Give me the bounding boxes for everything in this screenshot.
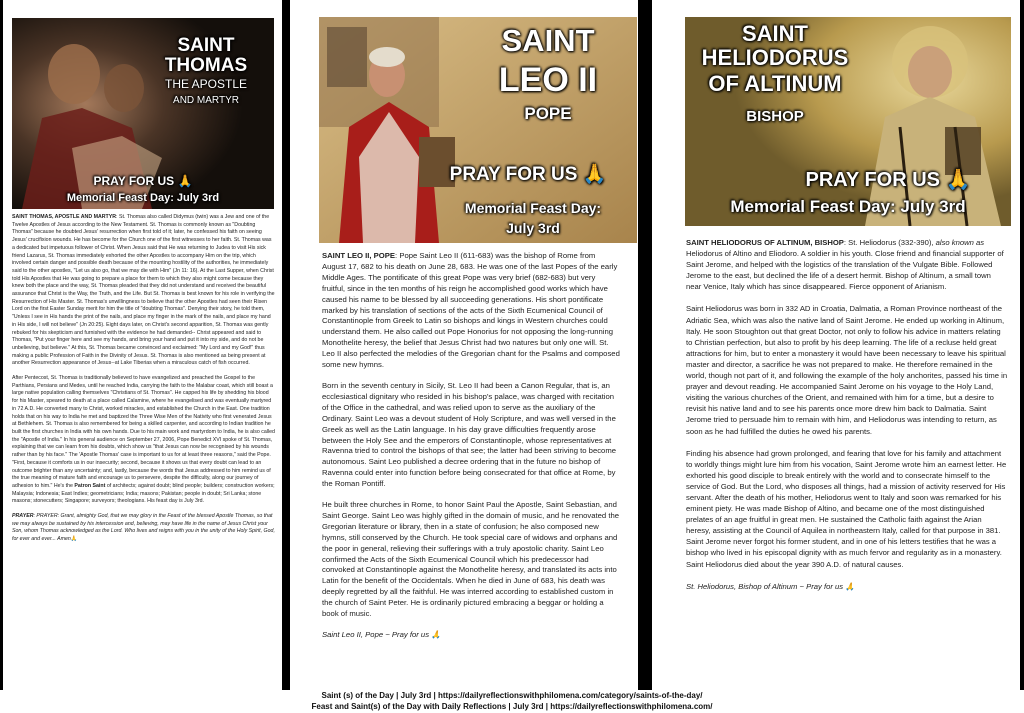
thomas-paragraph-1: SAINT THOMAS, APOSTLE AND MARTYR: St. Thomas also called Didymus (twin) was a Jew and one of the Twelve Apostles of Jesus according to the New Testament. St. Thomas is commonly known as "Doubting Thomas" because he doubted Jesus' resurrection when first told of it; later, he confessed his faith on seeing Jesus' crucifixion wounds. He has become for the Church one of the first witnesses to her faith. St. Thomas was a dedicated but impetuous follower of Christ. When Jesus said that He was returning to Judea to visit His sick friend Lazarus, St. Thomas immediately exhorted the other Apostles to accompany Him on the trip, which involved certain danger and possible death because of the mounting hostility of the authorities, he immediately said to the other apostles, "Let us also go, that we may die with Him" (Jn 11: 16). At the Last Supper, when Christ told His Apostles that He was going to prepare a place for them to which they also might come because they knew both the place and the way, St. Thomas pleaded that they did not understand and received the beautiful assurance that Christ is the Way, the Truth, and the Life. But St. Thomas is best known for his role in verifying the Resurrection of His Master. St. Thomas's unwillingness to believe that the other Apostles had seen their Risen Lord on the first Easter Sunday merit for him the title of "doubting Thomas". Denying their story, he told them, "Unless I see in His hands the print of the nails, and place my finger in the mark of the nails, and place my hand in His side, I will not believe" (Jn 20:25). Eight days later, on Christ's second apparition, St. Thomas was gently rebuked for his skepticism and furnished with the evidence he had demanded-- Christ appeared and said to Thomas, "Put your finger here and see my hands, and bring your hand and put it into my side, and do not be unbelieving, but believe." At this, St. Thomas became convinced and exclaimed: "My Lord and my God!" thus making a public Profession of Faith in the Divinity of Jesus. St. Thomas is also mentioned as being present at another Resurrection appearance of Jesus--at Lake Tiberias when a miraculous catch of fish occurred. (12, 214, 275, 367)
leo-panel (290, 0, 638, 690)
thomas-title-martyr: AND MARTYR (173, 95, 239, 106)
heliodorus-body (686, 237, 1008, 603)
thomas-body (12, 214, 275, 551)
leo-title-name: LEO II (498, 61, 598, 99)
leo-title-saint: SAINT (501, 23, 595, 58)
leo-paragraph-3: He built three churches in Rome, to honor Saint Paul the Apostle, Saint Sebastian, and Saint George. Saint Leo was highly gifted in the domain of music, and he renovated the Gregorian literature or library, then in a state of confusion; he also composed new hymns, still conserved by the Church. He took special care of widows and orphans and the poor in general, relieving their sufferings with a truly apostolic charity. Saint Leo confirmed the Acts of the Sixth Ecumenical Council which his predecessor had convoked at Constantinople against the Monothelite heresy, and translated its acts into Latin for the benefit of the Occidentals. When he died in June of 683, his death was deeply regretted by all the faithful. He was interred according to established custom in the church of Saint Peter. He is ordinarily pictured embracing a beggar or holding a book of music. (322, 500, 620, 619)
praying-hands-icon: 🙏 (431, 630, 441, 639)
heliodorus-paragraph-3: Finding his absence had grown prolonged, and fearing that love for his family and attachment to worldly things might lure him from his vocation, Saint Jerome wrote him an earnest letter. He exhorted his good disciple to break entirely with the world and to consecrate himself to the service of God. But the Lord, who disposes all things, had a mission of activity reserved for His servant. After the death of his mother, Heliodorus went to Italy and soon was remarked for his eminent piety. He was made Bishop of Altino, and became one of the most distinguished prelates of an age fruitful in great men. He sustained the Catholic faith against the Arian heresy, assisting at the Council of Aquilea in northeastern Italy, called for that purpose in 381. Saint Jerome never forgot his former student, and in one of his letters testifies that he was a bishop who lived in his episcopal dignity with as much fervor and regularity as in a monastery. Saint Heliodorus died about the year 390 A.D. of natural causes. (686, 448, 1007, 569)
thomas-prayer: PRAYER: PRAYER: Grant, almighty God, that we may glory in the Feast of the blessed Apostle Thomas, so that we may always be sustained by his intercession and, believing, may have life in the name of Jesus Christ your Son, whom Thomas acknowledged as the Lord. Who lives and reigns with you in the unity of the Holy Spirit, God, for ever and ever... Amen🙏 (12, 513, 275, 543)
heliodorus-hero-image (685, 17, 1011, 226)
heliodorus-pray-for-us: PRAY FOR US 🙏 (805, 169, 971, 191)
heliodorus-feast-day: Memorial Feast Day: July 3rd (730, 197, 966, 216)
thomas-title-apostle: THE APOSTLE (164, 77, 248, 91)
heliodorus-title-saint: SAINT (742, 21, 808, 46)
thomas-feast-day: Memorial Feast Day: July 3rd (66, 192, 220, 204)
leo-title-pope: POPE (524, 104, 572, 123)
praying-hands-icon: 🙏 (70, 536, 78, 543)
heliodorus-title-bishop: BISHOP (746, 108, 804, 125)
leo-pray-for-us: PRAY FOR US 🙏 (449, 164, 607, 185)
praying-hands-icon: 🙏 (582, 164, 607, 185)
thomas-title-saint: SAINT (177, 35, 235, 56)
thomas-paragraph-2: After Pentecost, St. Thomas is traditionally believed to have evangelized and preached the Gospel to the Parthians, Persians and Medes, until he reached India, carrying the faith to the Malabar coast, which still boast a large native population calling themselves "Christians of St. Thomas". He capped his life by shedding his blood for his Master, speared to death at a place called Calamine, where he evangelised and was eventually martyred in 72 A.D. He converted many to Christ, worked miracles, and established the Church in the East. One tradition holds that on his way to India he met and baptized the Three Wise Men of the Nativity who first venerated Jesus at Bethlehem. St. Thomas is also remembered for being a skilled carpenter, and according to Indian tradition he built the first churches in India with his own hands. Due to his main work and martyrdom to India, he is also called the "Apostle of India." In his general audience on September 27, 2006, Pope Benedict XVI spoke of St. Thomas, explaining that we can learn from his doubts, which show us "that Jesus can now be recognised by his wounds rather than by his face." The 'Apostle Thomas' case is important to us for at least three reasons," said the Pope. "First, because it comforts us in our insecurity; second, because it shows us that every doubt can lead to an outcome brighter than any uncertainty; and, lastly, because the words that Jesus addressed to him remind us of the true meaning of mature faith and encourage us to persevere, despite the difficulty, along our journey of adhesion to him." He's the Patron Saint of architects; against doubt; blind people; builders; construction workers; Malaysia; Indonesia; East Indies; geometricians; India; masons; Pakistan; people in doubt; Sri Lanka; stone masons; stonecutters; Singapore; surveyors; theologians. His feast day is July 3rd. (12, 375, 275, 505)
thomas-title-name: THOMAS (164, 55, 248, 76)
leo-paragraph-2: Born in the seventh century in Sicily, St. Leo II had been a Canon Regular, that is, an ecclesiastical dignitary who resided in his bishop's palace, was charged with recitation of the Office in the cathedral, and was relied upon to serve as the auxiliary of the Ordinary. Saint Leo was a devout student of Holy Scripture, and was well versed in the Greek as well as the Latin language. In his day grave difficulties frequently arose between the Holy See and the emperors of Constantinople, whose representatives at Ravenna tried to control the bishops of that see; the latter had been striving to become autonomous. Saint Leo published a decree ordering that in the future no bishop of Ravenna could enter into function before being consecrated for that office at Rome, by the Roman Pontiff. (322, 380, 617, 489)
heliodorus-paragraph-2: Saint Heliodorus was born in 332 AD in Croatia, Dalmatia, a Roman Province northeast of the Adriatic Sea, which was also the native land of Saint Jerome. He ended up working in Altinum, Italy. He soon Stoughton out that great Doctor, not only to follow his advice in matters relating to Christian perfection, but also to profit by his deep learning. The life of a recluse held great attractions for him, but to enter a monastery it would have been necessary to leave his spiritual master and director, a sacrifice he was not prepared to make. He therefore remained in the world, though not part of it, and following the example of the holy anchorites, passed his time in prayer and devout reading. He accompanied Saint Jerome on his voyage to the Holy Land, visiting the various churches of the Orient, and remained with him for a time, but a desire to revisit his native land and to see his parents once more drew him back to Dalmatia. Saint Jerome tried to persuade him to remain with him, and Heliodorus was intending to return, as soon as he had fulfilled the duties he owed his parents. (686, 304, 1008, 436)
leo-feast-day: Memorial Feast Day: (464, 200, 602, 216)
praying-hands-icon: 🙏 (945, 169, 971, 191)
thomas-panel (3, 0, 282, 690)
leo-feast-date: July 3rd (506, 220, 560, 236)
footer-caption (0, 690, 1024, 713)
leo-body (322, 251, 620, 651)
heliodorus-title-place: OF ALTINUM (708, 71, 842, 96)
leo-paragraph-1: SAINT LEO II, POPE: Pope Saint Leo II (611-683) was the bishop of Rome from August 17, 682 to his death on June 28, 683. He was one of the last Popes of the early Middle Ages. The pontificate of this great Pope was very brief (682-683) but very fruitful, since in the ten months of his reign he accomplished good works which have caused his name to be blessed by all succeeding generations. His short pontificate marked by his translation of sections of the acts of the Sixth Ecumenical Council of Constantinople from Greek to Latin so bishops and kings in Western churches could understand them. He also called out Pope Honorius for not opposing the long-running Monothelite heresy, the belief that Jesus Christ had two natures but only one will. St. Leo II also perfected the melodies of the Gregorian chant for the Psalms and composed some new hymns. (322, 251, 620, 370)
thomas-hero-image (12, 18, 274, 209)
heliodorus-title-name: HELIODORUS (701, 45, 849, 70)
footer-line-2: Feast and Saint(s) of the Day with Daily Reflections | July 3rd | https://dailyreflectionswithphilomena.com/ (311, 702, 713, 711)
praying-hands-icon: 🙏 (845, 581, 855, 591)
heliodorus-panel (652, 0, 1020, 690)
heliodorus-signature: St. Heliodorus, Bishop of Altinum ~ Pray for us 🙏 (686, 581, 855, 591)
thomas-pray-for-us: PRAY FOR US 🙏 (93, 174, 193, 188)
praying-hands-icon: 🙏 (177, 174, 193, 188)
leo-hero-image (319, 17, 637, 243)
heliodorus-paragraph-1: SAINT HELIODORUS OF ALTINUM, BISHOP: St. Heliodorus (332-390), also known as Heliodorus of Altino and Eliodoro. A soldier in his youth. Close friend and financial supporter of Saint Jerome, and helped with the logistics of the translation of the Vulgate Bible. Followed Jerome to the east, but declined the life of a desert hermit. Bishop of Altinum, a small town near Venice, Italy which has since disappeared. Fierce opponent of Arianism. (686, 238, 1004, 292)
leo-signature: Saint Leo II, Pope ~ Pray for us 🙏 (322, 630, 441, 639)
footer-line-1: Saint (s) of the Day | July 3rd | https://dailyreflectionswithphilomena.com/category/saints-of-the-day/ (321, 691, 703, 700)
